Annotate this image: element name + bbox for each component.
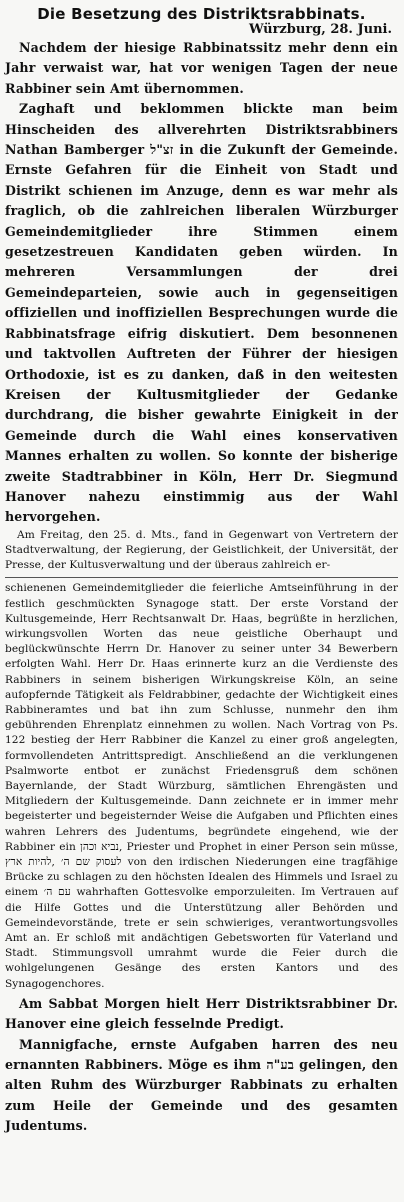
article-dateline: Würzburg, 28. Juni. xyxy=(249,22,392,37)
closing-paragraph: Mannigfache, ernste Aufgaben harren des neu ernannten Rabbiners. Möge es ihm בע"ה gelingen, den alten Ruhm des Würzburger Rabbinats zu erhalten zum Heile der Gemeinde und des gesamten Judentums. xyxy=(5,1036,398,1134)
closing-section xyxy=(5,994,398,1137)
ceremony-section xyxy=(5,528,398,992)
closing-paragraph: Am Sabbat Morgen hielt Herr Distriktsrabbiner Dr. Hanover eine gleich fesselnde Predigt. xyxy=(5,995,398,1032)
article-headline: Die Besetzung des Distriktsrabbinats. xyxy=(37,5,366,23)
ceremony-paragraph-start: Am Freitag, den 25. d. Mts., fand in Gegenwart von Vertretern der Stadtverwaltung, der Regierung, der Geistlichkeit, der Universität, der Presse, der Kultusverwaltung und der überaus zahlreich er- xyxy=(5,528,398,572)
lead-section xyxy=(5,38,398,528)
lead-paragraph: Zaghaft und beklommen blickte man beim Hinscheiden des allverehrten Distriktsrabbiners Nathan Bamberger זצ"ל in die Zukunft der Gemeinde. Ernste Gefahren für die Einheit von Stadt und Distrikt schienen im Anzuge, denn es war mehr als fraglich, ob die zahlreichen liberalen Würzburger Gemeindemitglieder ihre Stimmen einem gesetzestreuen Kandidaten geben würden. In mehreren Versammlungen der drei Gemeindeparteien, sowie auch in gegenseitigen offiziellen und inoffiziellen Besprechungen wurde die Rabbinatsfrage eifrig diskutiert. Dem besonnenen und taktvollen Auftreten der Führer der hiesigen Orthodoxie, ist es zu danken, daß in den weitesten Kreisen der Kultusmitglieder der Gedanke durchdrang, die bisher gewahrte Einigkeit in der Gemeinde durch die Wahl eines konservativen Mannes erhalten zu wollen. So konnte der bisherige zweite Stadtrabbiner in Köln, Herr Dr. Siegmund Hanover nahezu einstimmig aus der Wahl hervorgehen. xyxy=(5,101,398,525)
column-divider xyxy=(5,577,398,578)
lead-paragraph: Nachdem der hiesige Rabbinatssitz mehr denn ein Jahr verwaist war, hat vor wenigen Tagen der neue Rabbiner sein Amt übernommen. xyxy=(5,40,398,96)
ceremony-paragraph-continued: schienenen Gemeindemitglieder die feierliche Amtseinführung in der festlich geschmückten Synagoge statt. Der erste Vorstand der Kultusgemeinde, Herr Rechtsanwalt Dr. Haas, begrüßte in herzlichen, wirkungsvollen Worten das neue geistliche Oberhaupt und beglückwünschte Herrn Dr. Hanover zu seiner unter 34 Bewerbern erfolgten Wahl. Herr Dr. Haas erinnerte kurz an die Verdienste des Rabbiners in seinem bisherigen Wirkungskreise Köln, an seine aufopfernde Tätigkeit als Feldrabbiner, gedachte der Wichtigkeit eines Rabbineramtes und bat ihn zum Schlusse, nunmehr den ihm gebührenden Ehrenplatz einnehmen zu wollen. Nach Vortrag von Ps. 122 bestieg der Herr Rabbiner die Kanzel zu einer groß angelegten, formvollendeten Antrittspredigt. Anschließend an die verklungenen Psalmworte entbot er zunächst Friedensgruß dem schönen Bayernlande, der Stadt Würzburg, sämtlichen Ehrengästen und Mitgliedern der Kultusgemeinde. Dann zeichnete er in immer mehr begeisterter und begeisternder Weise die Aufgaben und Pflichten eines wahren Lehrers des Judentums, begründete eingehend, wie der Rabbiner ein נביא וכהן, Priester und Prophet in einer Person sein müsse, לעסוק שם ה׳ ,להיות ארץ von den irdischen Niederungen eine tragfähige Brücke zu schlagen zu den höchsten Idealen des Himmels und Israel zu einem עם ה׳ wahrhaften Gottesvolke emporzuleiten. Im Vertrauen auf die Hilfe Gottes und die Unterstützung aller Behörden und Gemeindevorstände, trete er sein schwieriges, verantwortungsvolles Amt an. Er schloß mit andächtigen Gebetsworten für Vaterland und Stadt. Stimmungsvoll umrahmt wurde die Feier durch die wohlgelungenen Gesänge des ersten Kantors und des Synagogenchores. xyxy=(5,582,399,990)
